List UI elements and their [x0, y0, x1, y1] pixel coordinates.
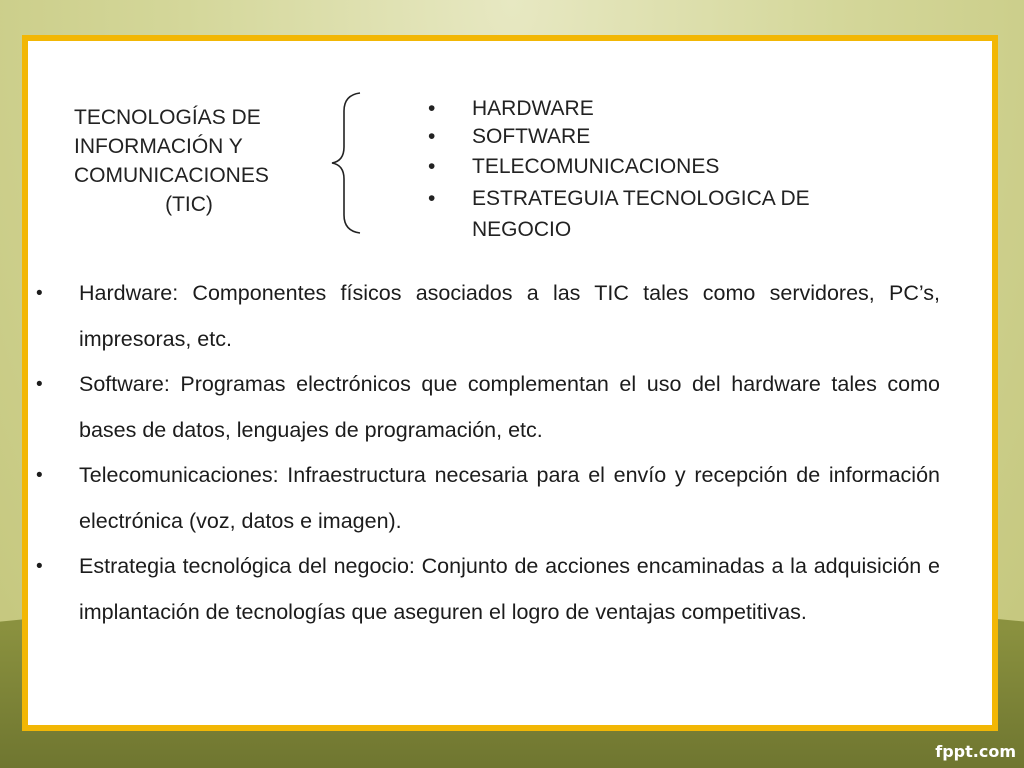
- tic-heading: [74, 103, 304, 219]
- curly-brace: [330, 91, 364, 235]
- definition-item: • Hardware: Componentes físicos asociados a las TIC tales como servidores, PC’s, impresoras, etc.: [32, 271, 940, 362]
- definition-item: • Estrategia tecnológica del negocio: Conjunto de acciones encaminadas a la adquisición e implantación de tecnologías que aseguren el logro de ventajas competitivas.: [32, 544, 940, 635]
- tic-heading-line: TECNOLOGÍAS DE: [74, 106, 261, 129]
- definition-item: • Software: Programas electrónicos que complementan el uso del hardware tales como bases de datos, lenguajes de programación, etc.: [32, 362, 940, 453]
- definition-item: • Telecomunicaciones: Infraestructura necesaria para el envío y recepción de información electrónica (voz, datos e imagen).: [32, 453, 940, 544]
- tic-heading-line: INFORMACIÓN Y: [74, 135, 243, 158]
- tic-abbreviation: (TIC): [165, 193, 213, 216]
- component-item: • HARDWARE: [428, 97, 832, 125]
- tic-heading-line: COMUNICACIONES: [74, 164, 269, 187]
- brand-watermark: fppt.com: [935, 742, 1016, 761]
- definitions-list: [32, 271, 940, 635]
- slide-frame: [22, 35, 998, 731]
- component-item-text: ESTRATEGUIA TECNOLOGICA DE NEGOCIO: [472, 187, 810, 241]
- component-item: • TELECOMUNICACIONES: [428, 155, 832, 183]
- tic-components-list: [428, 97, 832, 245]
- component-item: [428, 183, 832, 245]
- component-item: • SOFTWARE: [428, 125, 832, 155]
